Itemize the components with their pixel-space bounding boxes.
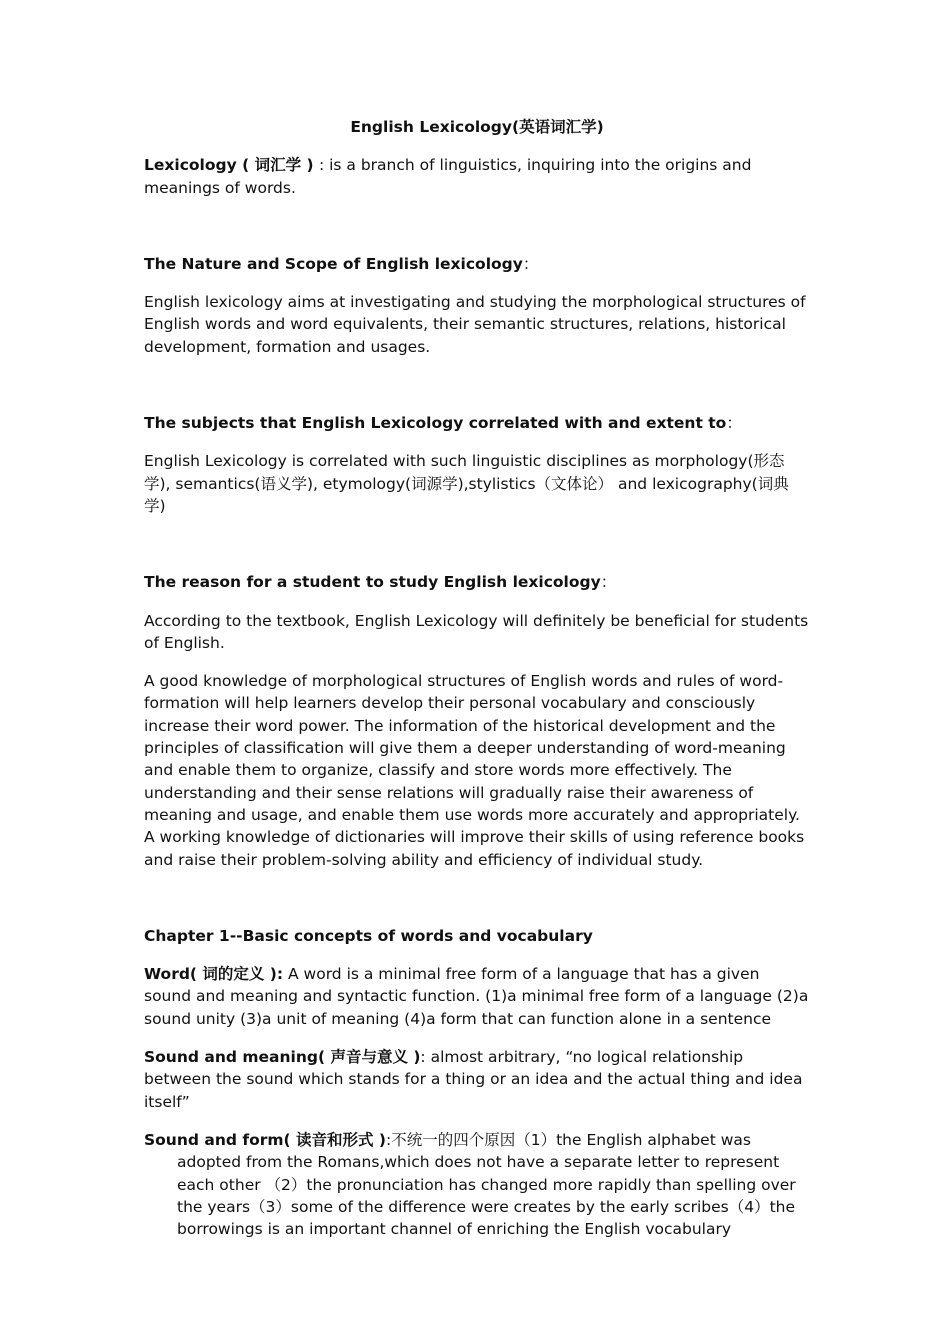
sound-form-text: :不统一的四个原因（1）the English alphabet was adopted from the Romans,which does not have a separate letter to represent each other （2）the pronunciation has changed more rapidly than spelling over the years（3）some of the difference were creates by the early scribes（4）the borrowings is an important channel of enriching the English vocabulary [177,1130,796,1239]
reason-paragraph-2: A good knowledge of morphological structures of English words and rules of word-formation will help learners develop their personal vocabulary and consciously increase their word power. The information of the historical development and the principles of classification will give them a deeper understanding of word-meaning and enable them to organize, classify and store words more effectively. The understanding and their sense relations will gradually raise their awareness of meaning and usage, and enable them use words more accurately and appropriately. A working knowledge of dictionaries will improve their skills of using reference books and raise their problem-solving ability and efficiency of individual study. [144,672,805,869]
sound-meaning-definition [144,1046,810,1113]
sound-meaning-term: Sound and meaning( 声音与意义 ) [144,1048,421,1067]
lexicology-term: Lexicology ( 词汇学 ) [144,156,319,175]
section-heading-reason: The reason for a student to study English lexicology： [144,573,617,592]
word-term: Word( 词的定义 ): [144,965,284,984]
chapter-1-heading: Chapter 1--Basic concepts of words and vocabulary [144,926,593,945]
document-title: English Lexicology(英语词汇学) [350,118,604,136]
sound-form-definition [144,1129,810,1240]
section-heading-subjects: The subjects that English Lexicology correlated with and extent to： [144,414,742,433]
nature-scope-paragraph: English lexicology aims at investigating and studying the morphological structures of English words and word equivalents, their semantic structures, relations, historical development, formation and usages. [144,293,806,356]
spacer [144,887,810,925]
lexicology-definition [144,154,810,199]
lexicology-text: : is a branch of linguistics, inquiring into the origins and meanings of words. [144,156,752,197]
subjects-paragraph: English Lexicology is correlated with such linguistic disciplines as morphology(形态学), semantics(语义学), etymology(词源学),stylistics（文体论） and lexicography(词典学) [144,452,789,515]
word-definition [144,963,810,1030]
sound-meaning-text: : almost arbitrary, “no logical relationship between the sound which stands for a thing or an idea and the actual thing and idea itself” [144,1048,803,1111]
section-heading-nature-scope: The Nature and Scope of English lexicology： [144,254,539,273]
document-page [144,112,810,1256]
sound-form-term: Sound and form( 读音和形式 ) [144,1130,387,1149]
spacer [144,374,810,412]
word-text: A word is a minimal free form of a language that has a given sound and meaning and syntactic function. (1)a minimal free form of a language (2)a sound unity (3)a unit of meaning (4)a form that can function alone in a sentence [144,965,809,1028]
spacer [144,533,810,571]
reason-paragraph-1: According to the textbook, English Lexicology will definitely be beneficial for students of English. [144,611,809,652]
spacer [144,215,810,253]
